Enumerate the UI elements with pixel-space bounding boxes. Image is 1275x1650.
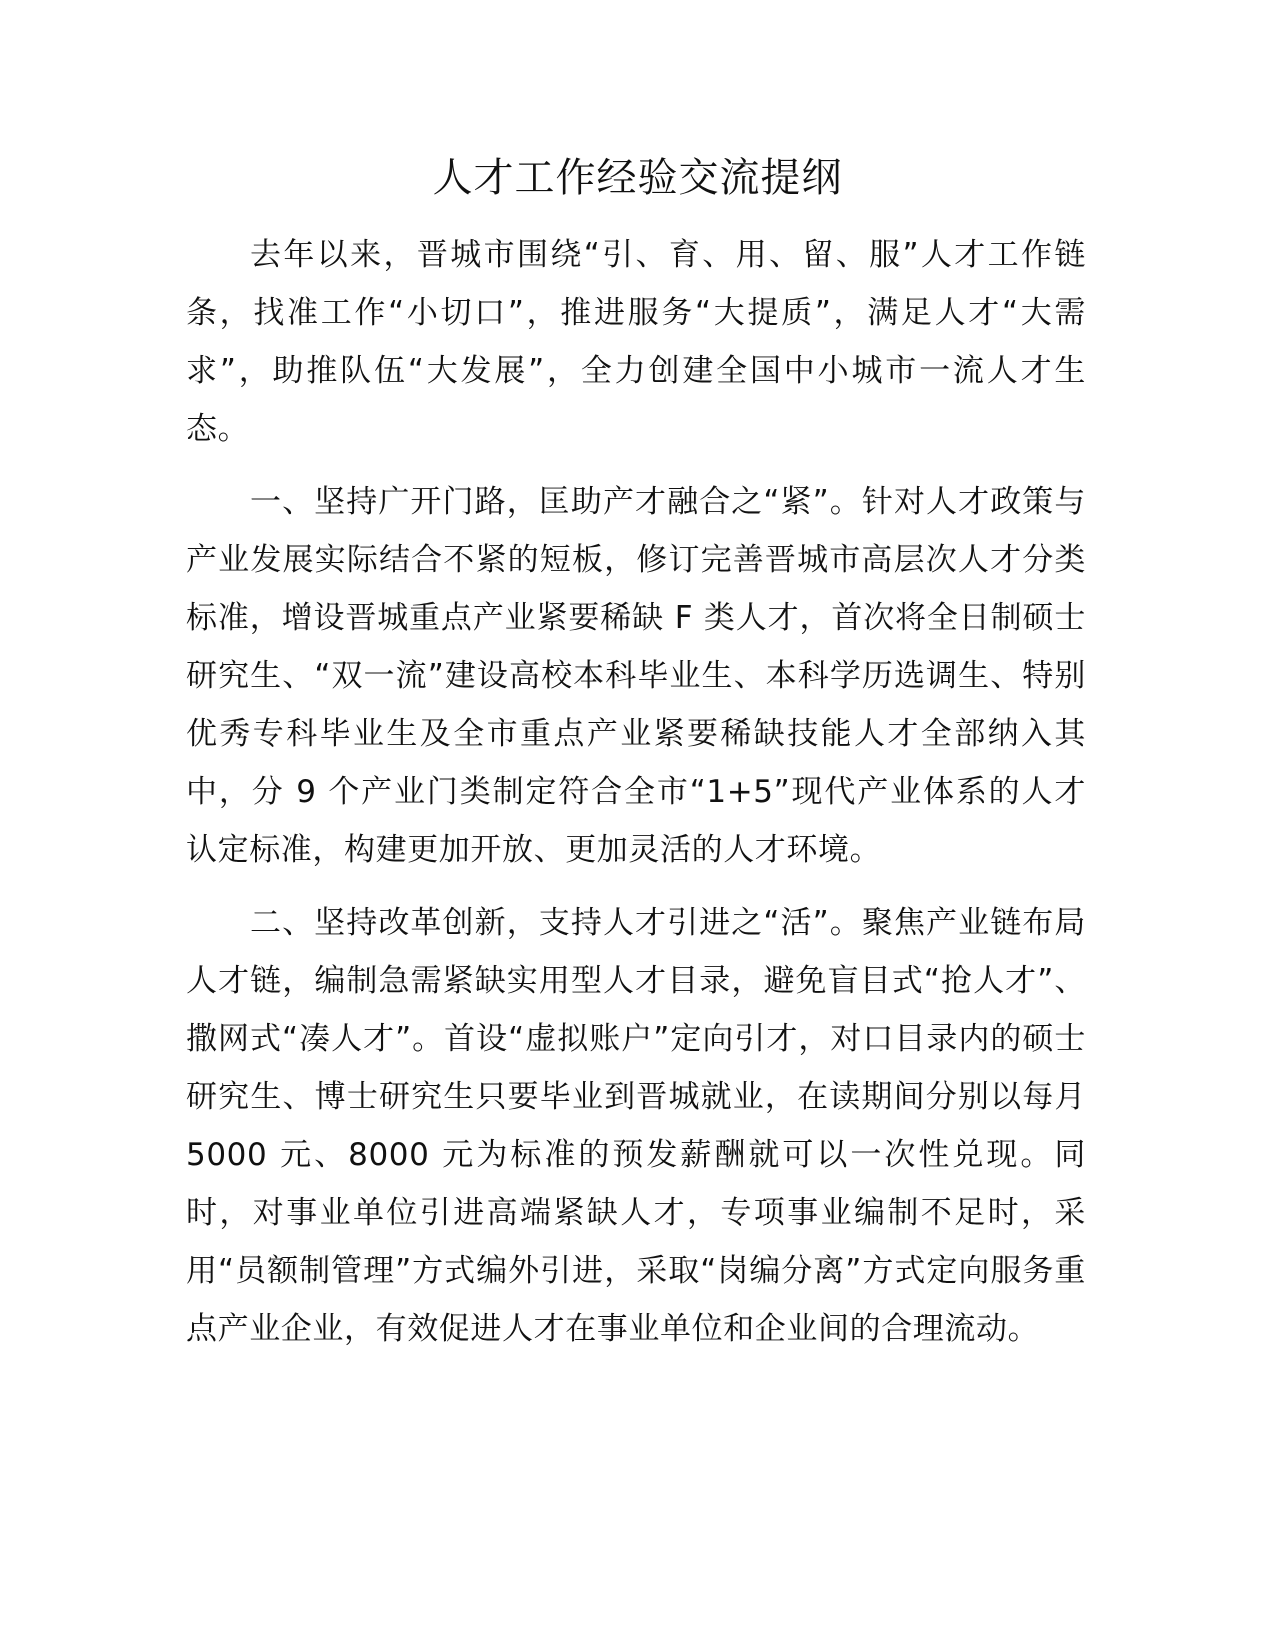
paragraph-section-one: 一、坚持广开门路，匡助产才融合之“紧”。针对人才政策与产业发展实际结合不紧的短板，修订完善晋城市高层次人才分类标准，增设晋城重点产业紧要稀缺 F 类人才，首次将全日制硕士研究生、“双一流”建设高校本科毕业生、本科学历选调生、特别优秀专科毕业生及全市重点产业紧要稀缺技能人才全部纳入其中，分 9 个产业门类制定符合全市“1+5”现代产业体系的人才认定标准，构建更加开放、更加灵活的人才环境。 [186,484,1086,868]
paragraph-intro: 去年以来，晋城市围绕“引、育、用、留、服”人才工作链条，找准工作“小切口”，推进服务“大提质”，满足人才“大需求”，助推队伍“大发展”，全力创建全国中小城市一流人才生态。 [186,237,1086,447]
document-body [186,226,1086,1373]
paragraph-section-two: 二、坚持改革创新，支持人才引进之“活”。聚焦产业链布局人才链，编制急需紧缺实用型人才目录，避免盲目式“抢人才”、撒网式“凑人才”。首设“虚拟账户”定向引才，对口目录内的硕士研究生、博士研究生只要毕业到晋城就业，在读期间分别以每月 5000 元、8000 元为标准的预发薪酬就可以一次性兑现。同时，对事业单位引进高端紧缺人才，专项事业编制不足时，采用“员额制管理”方式编外引进，采取“岗编分离”方式定向服务重点产业企业，有效促进人才在事业单位和企业间的合理流动。 [186,905,1086,1347]
document-title: 人才工作经验交流提纲 [432,155,843,201]
